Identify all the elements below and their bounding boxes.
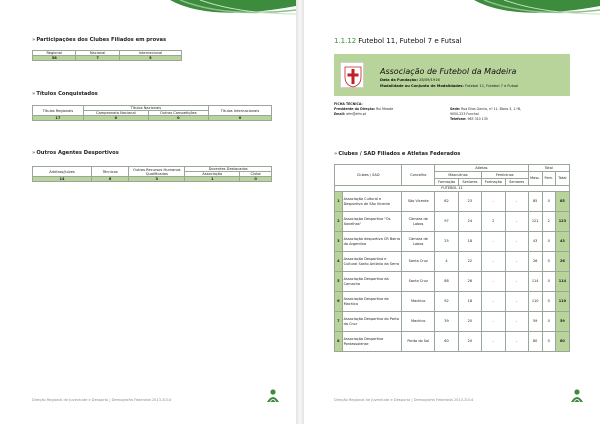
masc-seniores-cell: 23 (458, 192, 481, 212)
header-femininos: Femininos (481, 172, 528, 179)
footer-text: Direção Regional de Juventude e Desporto | Demografia Federada 2013.2014 (32, 398, 172, 402)
masc-seniores-cell: 18 (458, 232, 481, 252)
header-concelho: Concelho (402, 165, 435, 186)
value-titulos-regionais: 17 (33, 116, 84, 121)
masc-formacao-cell: 4 (435, 252, 459, 272)
fem-seniores-cell: - (505, 252, 528, 272)
fem-seniores-cell: - (505, 272, 528, 292)
total-fem-cell: 0 (542, 292, 555, 312)
value-campeonato-nacional: 0 (83, 116, 148, 121)
fem-seniores-cell: - (505, 212, 528, 232)
concelho-cell: Ponta do Sol (402, 332, 435, 352)
concelho-cell: Machico (402, 292, 435, 312)
masc-seniores-cell: 20 (458, 332, 481, 352)
row-index: 5 (335, 272, 343, 292)
table-row (335, 212, 570, 232)
concelho-cell: São Vicente (402, 192, 435, 212)
table-row (335, 252, 570, 272)
fem-formacao-cell: - (481, 232, 505, 252)
header-nacional: Nacional (76, 51, 119, 56)
value-arbitros: 14 (33, 177, 92, 182)
wave-decoration (170, 0, 296, 28)
total-cell: 110 (555, 292, 569, 312)
header-arbitros: Árbitros/Juízes (33, 167, 92, 177)
fem-formacao-cell: - (481, 192, 505, 212)
header-formacao-f: Formação (481, 179, 505, 186)
total-fem-cell: 0 (542, 192, 555, 212)
total-masc-cell: 114 (528, 272, 542, 292)
left-page (0, 0, 296, 424)
section-title-participacoes: »Participações dos Clubes Filiados em provas (32, 37, 167, 43)
club-modalidade: Modalidade ou Conjunto de Modalidades: Futebol 11, Futebol 7 e Futsal (380, 84, 519, 88)
table-row (335, 272, 570, 292)
club-foundation: Data da Fundação: 28/09/1916 (380, 78, 440, 82)
total-cell: 80 (555, 332, 569, 352)
masc-seniores-cell: 26 (458, 272, 481, 292)
value-outros-rh: 3 (129, 177, 185, 182)
club-name-cell: Associação Desportiva da Camacha (342, 272, 402, 292)
ficha-tecnica-right: Sede: Rua Elias Garcia, nº 11, Bloco 3, 1.ºB, 9050-223 Funchal Telefone: 963 310 135 (450, 107, 522, 121)
masc-formacao-cell: 92 (435, 292, 459, 312)
masc-formacao-cell: 25 (435, 232, 459, 252)
total-cell: 43 (555, 232, 569, 252)
total-masc-cell: 85 (528, 192, 542, 212)
header-total2: Total (555, 172, 569, 186)
header-formacao-m: Formação (435, 179, 459, 186)
total-fem-cell: 0 (542, 332, 555, 352)
header-tecnicos: Técnicos (92, 167, 129, 177)
total-masc-cell: 121 (528, 212, 542, 232)
total-cell: 114 (555, 272, 569, 292)
fem-seniores-cell: - (505, 232, 528, 252)
concelho-cell: Santa Cruz (402, 272, 435, 292)
masc-seniores-cell: 24 (458, 212, 481, 232)
header-outras-competicoes: Outras Competições (148, 111, 208, 116)
fem-seniores-cell: - (505, 292, 528, 312)
concelho-cell: Câmara de Lobos (402, 212, 435, 232)
total-cell: 59 (555, 312, 569, 332)
wave-decoration (474, 0, 600, 28)
total-masc-cell: 26 (528, 252, 542, 272)
fem-seniores-cell: - (505, 312, 528, 332)
total-cell: 123 (555, 212, 569, 232)
club-name-cell: Associação Desportiva de Machico (342, 292, 402, 312)
agentes-table (32, 166, 272, 182)
row-index: 4 (335, 252, 343, 272)
book-spine (296, 0, 304, 424)
total-fem-cell: 0 (542, 252, 555, 272)
club-name: Associação de Futebol da Madeira (380, 67, 517, 76)
club-crest-icon (340, 62, 364, 88)
leaf-logo-icon (266, 388, 280, 404)
ficha-tecnica-left: FICHA TECNICA: Presidente da Direção: Rui Marote Email: afm@afm.pt (334, 102, 394, 116)
club-name-cell: Associação desportiva CR Bairro da Argentina (342, 232, 402, 252)
section-title-clubes: »Clubes / SAD Filiados e Atletas Federados (334, 151, 461, 157)
leaf-logo-icon (570, 388, 584, 404)
fem-seniores-cell: - (505, 332, 528, 352)
row-index: 3 (335, 232, 343, 252)
value-nacional: 7 (76, 56, 119, 61)
section-title-titulos: »Títulos Conquistados (32, 91, 98, 97)
total-masc-cell: 110 (528, 292, 542, 312)
fem-formacao-cell: - (481, 292, 505, 312)
table-row (335, 292, 570, 312)
header-titulos-nacionais: Títulos Nacionais (83, 106, 208, 111)
row-index: 8 (335, 332, 343, 352)
masc-seniores-cell: 22 (458, 252, 481, 272)
header-total: Total (528, 165, 569, 172)
group-row: FUTEBOL 11 (335, 186, 570, 192)
masc-formacao-cell: 62 (435, 192, 459, 212)
value-regional: 38 (33, 56, 76, 61)
section-title-agentes: »Outros Agentes Desportivos (32, 150, 119, 156)
header-docentes: Docentes Destacados (185, 167, 272, 172)
total-masc-cell: 80 (528, 332, 542, 352)
club-name-cell: Associação Desportiva e Cultural Santo António da Serra (342, 252, 402, 272)
fem-formacao-cell: - (481, 272, 505, 292)
header-clube: Clube (240, 172, 272, 177)
club-name-cell: Associação Desportiva do Porto da Cruz (342, 312, 402, 332)
header-fem: Fem. (542, 172, 555, 186)
total-fem-cell: 0 (542, 232, 555, 252)
value-internacionais: 0 (208, 116, 271, 121)
fem-formacao-cell: - (481, 252, 505, 272)
fem-formacao-cell: - (481, 332, 505, 352)
masc-formacao-cell: 60 (435, 332, 459, 352)
header-regional: Regional (33, 51, 76, 56)
masc-formacao-cell: 39 (435, 312, 459, 332)
header-outros-rh: Outros Recursos Humanos Qualificados (129, 167, 185, 177)
footer-text: Direção Regional de Juventude e Desporto | Demografia Federada 2013.2014 (334, 398, 474, 402)
value-outras: 0 (148, 116, 208, 121)
masc-formacao-cell: 97 (435, 212, 459, 232)
value-internacional: 5 (119, 56, 181, 61)
header-titulos-internacionais: Títulos Internacionais (208, 106, 271, 116)
total-cell: 26 (555, 252, 569, 272)
header-internacional: Internacional (119, 51, 181, 56)
row-index: 2 (335, 212, 343, 232)
total-fem-cell: 0 (542, 312, 555, 332)
value-tecnicos: 6 (92, 177, 129, 182)
fem-formacao-cell: - (481, 312, 505, 332)
fem-formacao-cell: 2 (481, 212, 505, 232)
chapter-heading (334, 37, 462, 45)
table-row (335, 312, 570, 332)
value-associacao: 1 (185, 177, 240, 182)
chapter-number: 1.1.12 (334, 37, 357, 45)
row-index: 6 (335, 292, 343, 312)
table-row (335, 332, 570, 352)
fem-seniores-cell: - (505, 192, 528, 212)
club-name-cell: Associação Desportiva "Os Xavelhas" (342, 212, 402, 232)
participacoes-table (32, 50, 182, 61)
total-masc-cell: 59 (528, 312, 542, 332)
concelho-cell: Santa Cruz (402, 252, 435, 272)
header-associacao: Associação (185, 172, 240, 177)
total-cell: 85 (555, 192, 569, 212)
masc-seniores-cell: 18 (458, 292, 481, 312)
chapter-title: Futebol 11, Futebol 7 e Futsal (358, 37, 462, 45)
table-row (335, 192, 570, 212)
concelho-cell: Machico (402, 312, 435, 332)
header-titulos-regionais: Títulos Regionais (33, 106, 84, 116)
club-header-box (334, 54, 570, 96)
header-seniores-f: Seniores (505, 179, 528, 186)
header-masc: Masc. (528, 172, 542, 186)
concelho-cell: Câmara de Lobos (402, 232, 435, 252)
value-clube: 0 (240, 177, 272, 182)
header-clubes: Clubes / SAD (335, 165, 402, 186)
total-fem-cell: 2 (542, 212, 555, 232)
row-index: 1 (335, 192, 343, 212)
masc-formacao-cell: 88 (435, 272, 459, 292)
club-name-cell: Associação Desportiva Pontassolense (342, 332, 402, 352)
total-fem-cell: 0 (542, 272, 555, 292)
row-index: 7 (335, 312, 343, 332)
header-atletas: Atletas (435, 165, 529, 172)
header-seniores-m: Seniores (458, 179, 481, 186)
club-name-cell: Associação Cultural e Desportiva de São Vicente (342, 192, 402, 212)
header-campeonato-nacional: Campeonato Nacional (83, 111, 148, 116)
masc-seniores-cell: 20 (458, 312, 481, 332)
clubes-table (334, 164, 570, 352)
titulos-table (32, 105, 272, 121)
table-row (335, 232, 570, 252)
header-masculinos: Masculinos (435, 172, 482, 179)
right-page (304, 0, 600, 424)
total-masc-cell: 43 (528, 232, 542, 252)
